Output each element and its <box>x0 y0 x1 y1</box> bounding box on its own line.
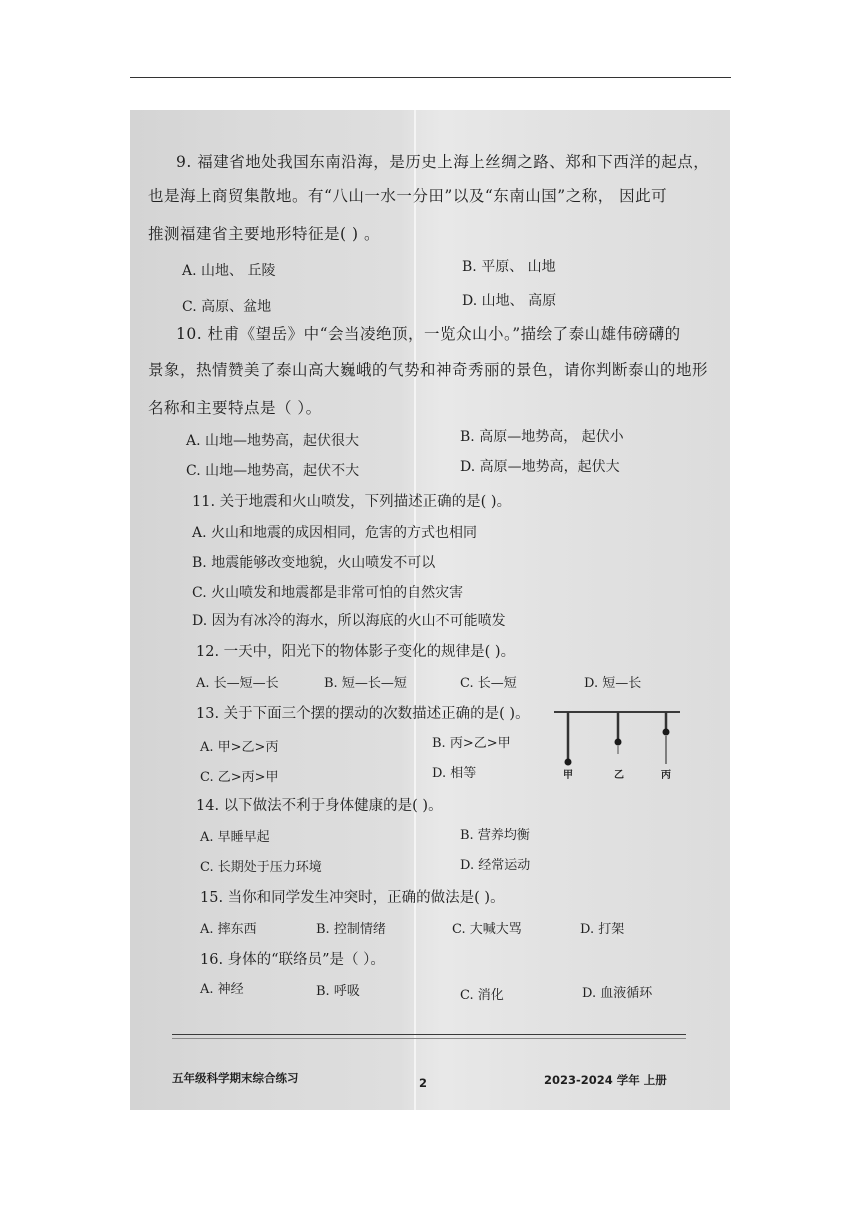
pendulum-jia <box>563 712 573 780</box>
footer-rule <box>172 1034 686 1035</box>
q10-option-b: B. 高原—地势高， 起伏小 <box>460 429 624 445</box>
q14-option-c: C. 长期处于压力环境 <box>200 860 322 875</box>
q9-stem-line1: 9. 福建省地处我国东南沿海，是历史上海上丝绸之路、郑和下西洋的起点， <box>176 153 710 171</box>
q13-option-a: A. 甲>乙>丙 <box>200 740 279 755</box>
q9-option-b: B. 平原、 山地 <box>462 259 556 275</box>
pendulum-yi <box>614 712 624 780</box>
q16-option-b: B. 呼吸 <box>316 984 360 999</box>
q11-option-b: B. 地震能够改变地貌，火山喷发不可以 <box>192 555 436 571</box>
q12-option-c: C. 长—短 <box>460 676 517 691</box>
q15-stem: 15. 当你和同学发生冲突时，正确的做法是( )。 <box>200 890 505 906</box>
pendulum-label-bing: 丙 <box>661 770 671 780</box>
pendulum-figure <box>554 708 684 780</box>
q9-option-c: C. 高原、盆地 <box>182 299 272 315</box>
q13-option-c: C. 乙>丙>甲 <box>200 770 279 785</box>
q15-option-d: D. 打架 <box>580 922 625 937</box>
q15-option-b: B. 控制情绪 <box>316 922 386 937</box>
q16-stem: 16. 身体的“联络员”是（ ）。 <box>200 952 385 968</box>
q10-stem-line3: 名称和主要特点是（ ）。 <box>148 399 322 417</box>
q14-option-d: D. 经常运动 <box>460 858 531 873</box>
q14-option-a: A. 早睡早起 <box>200 830 270 845</box>
footer-term: 2023-2024 学年 上册 <box>544 1073 667 1087</box>
q10-option-c: C. 山地—地势高，起伏不大 <box>186 463 360 479</box>
pendulum-label-yi: 乙 <box>614 770 624 780</box>
q11-option-d: D. 因为有冰冷的海水，所以海底的火山不可能喷发 <box>192 613 506 629</box>
q10-stem-line2: 景象，热情赞美了泰山高大巍峨的气势和神奇秀丽的景色，请你判断泰山的地形 <box>148 361 709 379</box>
pendulum-bing <box>661 712 671 780</box>
q11-option-c: C. 火山喷发和地震都是非常可怕的自然灾害 <box>192 585 464 601</box>
q10-option-d: D. 高原—地势高，起伏大 <box>460 459 620 475</box>
q16-option-a: A. 神经 <box>200 982 244 997</box>
q15-option-a: A. 摔东西 <box>200 922 257 937</box>
q9-option-d: D. 山地、 高原 <box>462 293 557 309</box>
q10-stem-line1: 10. 杜甫《望岳》中“会当凌绝顶，一览众山小。”描绘了泰山雄伟磅礴的 <box>176 325 681 343</box>
footer-course-title: 五年级科学期末综合练习 <box>172 1071 299 1085</box>
q16-option-c: C. 消化 <box>460 988 504 1003</box>
q9-stem-line2: 也是海上商贸集散地。有“八山一水一分田”以及“东南山国”之称， 因此可 <box>148 187 668 205</box>
q16-option-d: D. 血液循环 <box>582 986 653 1001</box>
exam-page-photo <box>130 110 730 1110</box>
top-rule <box>130 77 731 78</box>
q13-option-b: B. 丙>乙>甲 <box>432 736 511 751</box>
q9-stem-line3: 推测福建省主要地形特征是( ) 。 <box>148 225 380 243</box>
q15-option-c: C. 大喊大骂 <box>452 922 522 937</box>
q13-stem: 13. 关于下面三个摆的摆动的次数描述正确的是( )。 <box>196 706 530 722</box>
q12-option-b: B. 短—长—短 <box>324 676 407 691</box>
q10-option-a: A. 山地—地势高，起伏很大 <box>186 433 360 449</box>
footer-page-number: 2 <box>419 1076 428 1090</box>
footer-rule-thin <box>172 1038 686 1039</box>
q11-stem: 11. 关于地震和火山喷发，下列描述正确的是( )。 <box>192 494 512 510</box>
q13-option-d: D. 相等 <box>432 766 477 781</box>
q14-option-b: B. 营养均衡 <box>460 828 530 843</box>
q12-option-d: D. 短—长 <box>584 676 642 691</box>
q12-option-a: A. 长—短—长 <box>196 676 279 691</box>
q9-option-a: A. 山地、 丘陵 <box>182 263 276 279</box>
q12-stem: 12. 一天中，阳光下的物体影子变化的规律是( )。 <box>196 644 516 660</box>
q14-stem: 14. 以下做法不利于身体健康的是( )。 <box>196 798 443 814</box>
q11-option-a: A. 火山和地震的成因相同，危害的方式也相同 <box>192 525 478 541</box>
pendulum-label-jia: 甲 <box>563 770 573 780</box>
